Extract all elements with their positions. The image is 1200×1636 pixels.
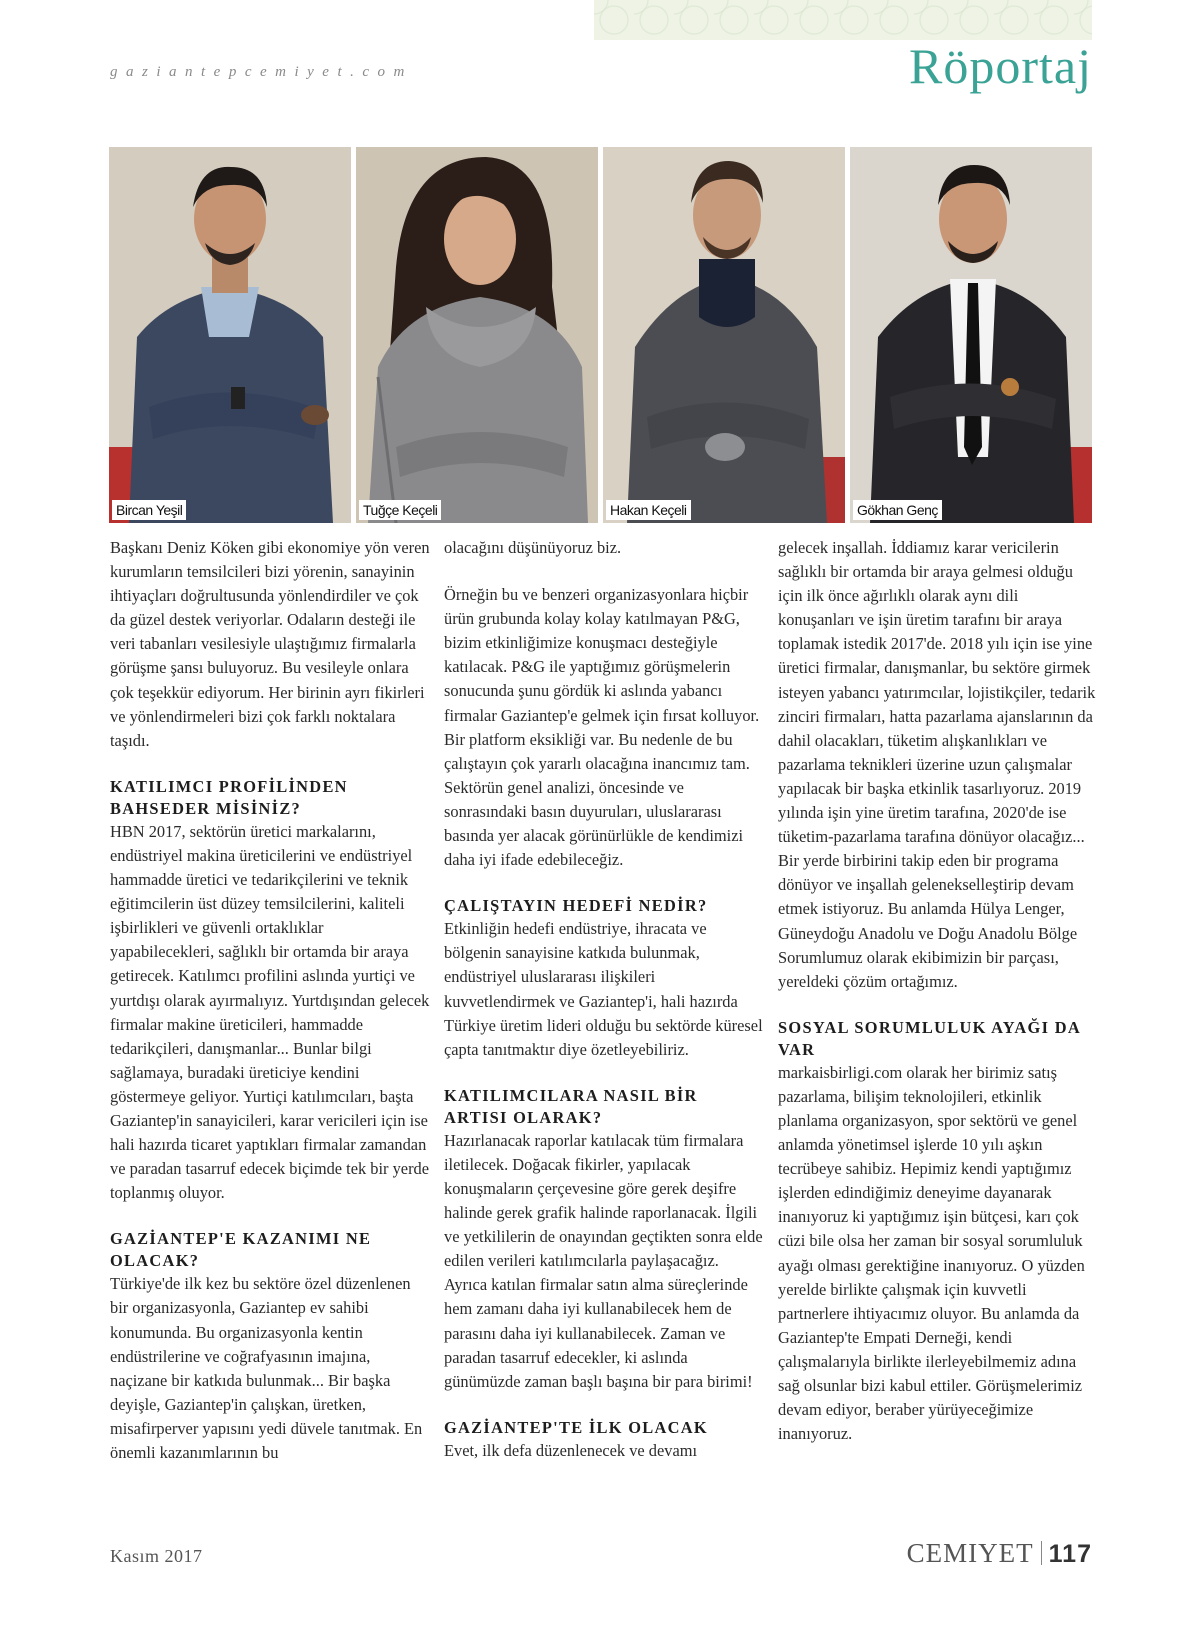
- heading-katilimci-profili: KATILIMCI PROFİLİNDEN BAHSEDER MİSİNİZ?: [110, 776, 348, 818]
- site-url: gaziantepcemiyet.com: [110, 64, 413, 80]
- section-title: Röportaj: [909, 38, 1092, 94]
- heading-gaziantepte-ilk: GAZİANTEP'TE İLK OLACAK: [444, 1417, 708, 1437]
- portrait-image-3: [603, 147, 845, 523]
- column-2-paragraph-1: olacağını düşünüyoruz biz.: [444, 538, 622, 557]
- column-3-paragraph-2: markaisbirligi.com olarak her birimiz satış pazarlama, bilişim teknolojileri, etkinlik planlama organizasyon, spor sektörü ve genel anlamda yönetimsel işlerde 10 yılı aşkın tecrübeye sahibiz. Hepimiz kendi yaptığımız işlerden edindiğimiz deneyime dayanarak inanıyoruz ki yaptığımız işin bütçesi, karı çok cüzi bile olsa her zaman bir sosyal sorumluluk ayağı olması gerektiğine inanıyoruz. O yüzden yerelde birlikte çalışmak için kuvvetli partnerlere ihtiyacımız oluyor. Bu anlamda da Gaziantep'te Empati Derneği, kendi çalışmalarıyla birlikte ilerleyebilmemiz adına sağ olsunlar bizi kabul ettiler. Görüşmelerimiz devam ediyor, beraber yürüyeceğimize inanıyoruz.: [778, 1062, 1085, 1444]
- portrait-strip: [109, 147, 1091, 523]
- portrait-photo-1: [109, 147, 351, 523]
- heading-katilimcilara-artisi: KATILIMCILARA NASIL BİR ARTISI OLARAK?: [444, 1085, 698, 1127]
- portrait-image-1: [109, 147, 351, 523]
- column-1-paragraph-2: HBN 2017, sektörün üretici markalarını, endüstriyel makina üreticilerini ve endüstriyel hammadde üretici ve tedarikçilerini ve teknik eğitimcilerin üst düzey temsilcilerini, kaliteli işbirlikleri ve güvenli ortaklıklar yapabilecekleri, sağlıklı bir ortamda bir araya getirecek. Katılımcı profilini aslında yurtiçi ve yurtdışı olarak ayırmalıyız. Yurtdışından gelecek firmalar makine üreticileri, hammadde tedarikçileri, danışmanlar... Bunlar bilgi sağlamaya, buradaki üreticiye kendini göstermeye geliyor. Yurtiçi katılımcıları, başta Gaziantep'in sanayicileri, karar vericileri için ise hali hazırda ticaret yaptıkları firmalar zamandan ve paradan tasarruf edecek biçimde tek bir yerde toplanmış oluyor.: [110, 821, 430, 1203]
- heading-gaziantep-kazanimi: GAZİANTEP'E KAZANIMI NE OLACAK?: [110, 1229, 372, 1271]
- page-number: 117: [1048, 1540, 1092, 1568]
- portrait-caption-2: Tuğçe Keçeli: [359, 500, 441, 520]
- column-2-paragraph-4: Hazırlanacak raporlar katılacak tüm firmalara iletilecek. Doğacak fikirler, yapılacak konuşmaların çerçevesine göre gerek deşifre halinde gerek grafik halinde raporlanacak. İlgili ve yetkililerin de onayından geçtikten sonra elde edilen verileri katılımcılarla paylaşacağız. Ayrıca katılan firmalar satın alma süreçlerinde hem zamanı daha iyi kullanabilecek hem de parasını daha iyi kullanabilecek. Zaman ve paradan tasarruf edecekler, ki aslında günümüzde zaman başlı başına bir para birimi!: [444, 1130, 763, 1391]
- heading-sosyal-sorumluluk: SOSYAL SORUMLULUK AYAĞI DA VAR: [778, 1017, 1081, 1059]
- column-1-paragraph-1: Başkanı Deniz Köken gibi ekonomiye yön veren kurumların temsilcileri bizi yörenin, sanayinin ihtiyaçları doğrultusunda yönlendirdiler ve çok da güzel destek veriyorlar. Odaların desteği ile veri tabanları vesilesiyle ulaştığımız firmalarla görüşme şansı buluyoruz. Bu vesileyle onlara çok teşekkür ediyorum. Her birinin ayrı fikirleri ve yönlendirmeleri bizi çok farklı noktalara taşıdı.: [110, 538, 430, 750]
- article-column-1: [110, 536, 430, 1465]
- column-1-paragraph-3: Türkiye'de ilk kez bu sektöre özel düzenlenen bir organizasyonla, Gaziantep ev sahibi konumunda. Bu organizasyonla kentin endüstrilerine ve coğrafyasının imajına, naçizane bir katkıda bulunmak... Bir başka deyişle, Gaziantep'in çalışkan, üretken, misafirperver yapısını yedi düvele tanıtmak. En önemli kazanımlarının bu: [110, 1274, 423, 1462]
- column-3-paragraph-1: gelecek inşallah. İddiamız karar vericilerin sağlıklı bir ortamda bir araya gelmesi olduğu için ilk önce ağırlıklı olarak aynı dili konuşanları ve işin üretim tarafını bir araya toplamak istedik 2017'de. 2018 yılı için ise yine üretici firmalar, danışmanlar, bu sektöre girmek isteyen yabancı yatırımcılar, lojistikçiler, tedarik zinciri firmaları, hatta pazarlama ajanslarının da dahil olacakları, tüketim alışkanlıkları ve pazarlama teknikleri üzerine uzun çalışmalar yapılacak bir başka etkinlik tasarlıyoruz. 2019 yılında işin yine üretim tarafına, 2020'de ise tüketim-pazarlama tarafına dönüyor olacağız... Bir yerde birbirini takip eden bir programa dönüyor ve inşallah gelenekselleştirip devam etmek istiyoruz. Bu anlamda Hülya Lenger, Güneydoğu Anadolu ve Doğu Anadolu Bölge Sorumlumuz olarak ekibimizin bir parçası, yereldeki çözüm ortağımız.: [778, 538, 1096, 991]
- portrait-photo-3: [603, 147, 845, 523]
- header-pattern-band: [594, 0, 1092, 40]
- issue-date: Kasım 2017: [110, 1546, 203, 1566]
- portrait-photo-2: [356, 147, 598, 523]
- column-2-paragraph-3: Etkinliğin hedefi endüstriye, ihracata ve bölgenin sanayisine katkıda bulunmak, endüstriyel uluslararası ilişkileri kuvvetlendirmek ve Gaziantep'i, hali hazırda Türkiye üretim lideri olduğu bu sektörde küresel çapta tanıtmaktır diye özetleyebiliriz.: [444, 919, 763, 1059]
- portrait-caption-4: Gökhan Genç: [853, 500, 942, 520]
- column-2-paragraph-2: Örneğin bu ve benzeri organizasyonlara hiçbir ürün grubunda kolay kolay katılmayan P&G, bizim etkinliğimize konuşmacı desteğiyle katılacak. P&G ile yaptığımız görüşmelerin sonucunda şunu gördük ki aslında yabancı firmalar Gaziantep'e gelmek için fırsat kolluyor. Bir platform eksikliği var. Bu nedenle de bu çalıştayın çok yararlı olacağına inancımız tam. Sektörün genel analizi, öncesinde ve sonrasındaki basın duyuruları, uluslararası basında yer alacak görünürlükle de kendimizi daha iyi ifade edebileceğiz.: [444, 585, 760, 870]
- column-2-paragraph-5: Evet, ilk defa düzenlenecek ve devamı: [444, 1440, 698, 1460]
- article-column-2: [444, 536, 764, 1463]
- portrait-image-4: [850, 147, 1092, 523]
- article-column-3: [778, 536, 1098, 1446]
- heading-calistay-hedefi: ÇALIŞTAYIN HEDEFİ NEDİR?: [444, 896, 708, 916]
- portrait-caption-3: Hakan Keçeli: [606, 500, 691, 520]
- footer-divider: [1041, 1541, 1042, 1565]
- page-footer: [907, 1538, 1092, 1569]
- magazine-name: CEMIYET: [906, 1538, 1034, 1568]
- portrait-caption-1: Bircan Yeşil: [112, 500, 186, 520]
- portrait-photo-4: [850, 147, 1092, 523]
- portrait-image-2: [356, 147, 598, 523]
